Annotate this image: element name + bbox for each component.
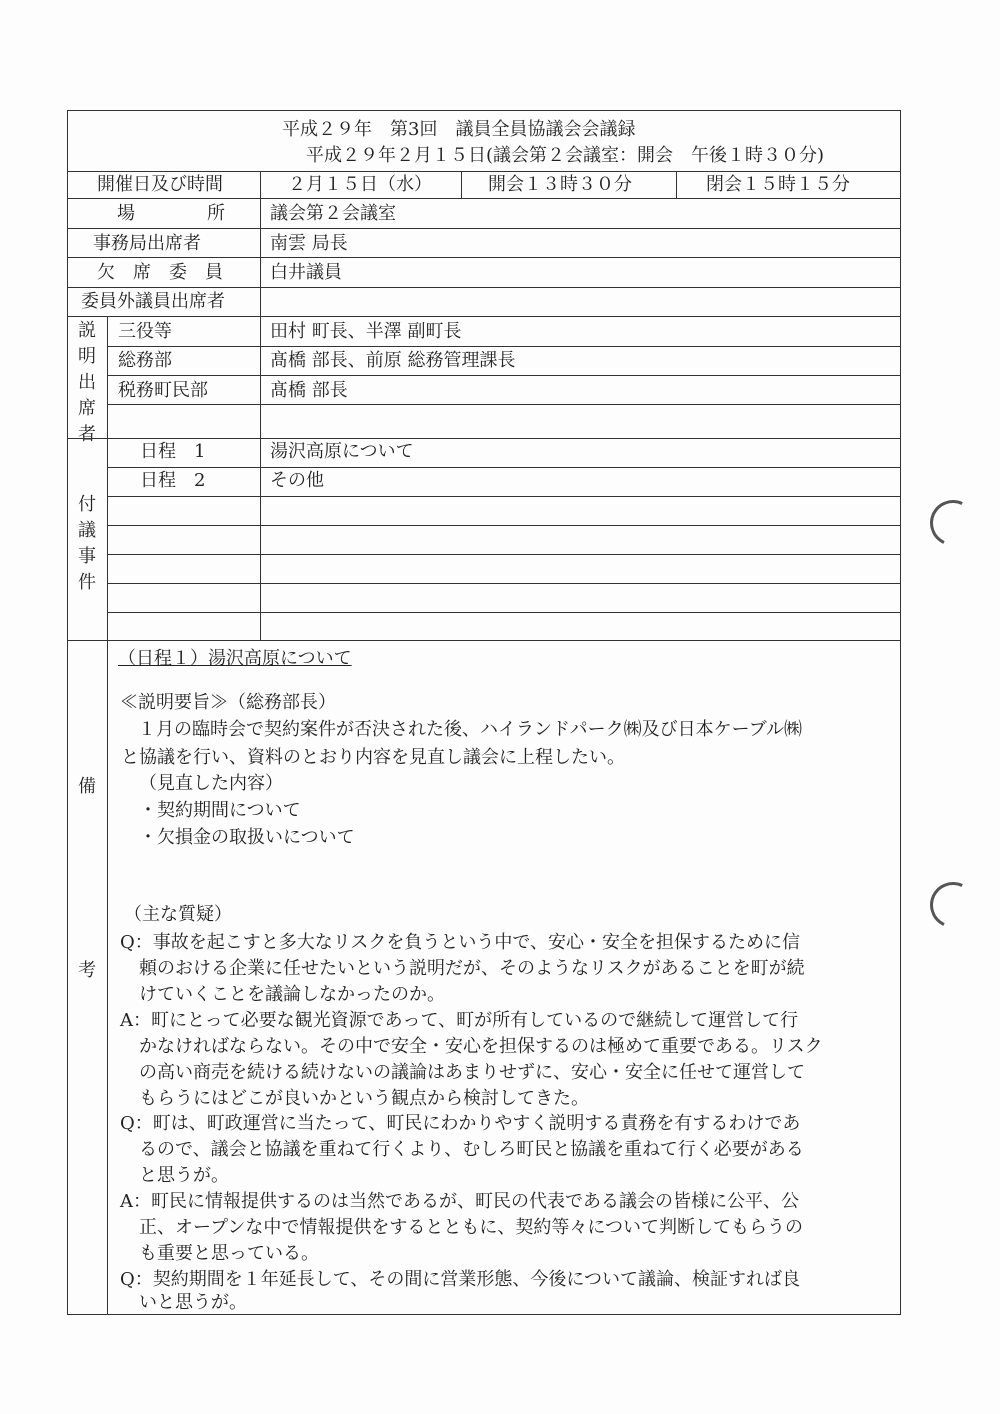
- qa-heading: （主な質疑）: [124, 904, 232, 925]
- explain-line: ・契約期間について: [139, 800, 301, 821]
- explain-heading: ≪説明要旨≫（総務部長）: [120, 692, 336, 713]
- qa-line: Q：町は、町政運営に当たって、町民にわかりやすく説明する責務を有するわけであ: [120, 1113, 801, 1134]
- explain-line: ・欠損金の取扱いについて: [139, 827, 355, 848]
- qa-line: Q：事故を起こすと多大なリスクを負うという中で、安心・安全を担保するために信: [120, 932, 801, 953]
- explain-dept-2: 総務部: [118, 350, 172, 371]
- explain-line: （見直した内容）: [139, 773, 283, 794]
- remarks-label-1: 備: [78, 776, 96, 797]
- qa-line: と思うが。: [139, 1165, 229, 1186]
- agenda-subject-1: 湯沢高原について: [270, 441, 414, 462]
- date-value: ２月１５日（水）: [288, 174, 432, 195]
- explain-names-2: 髙橋 部長、前原 総務管理課長: [270, 350, 516, 371]
- punch-hole-lower: [924, 876, 983, 935]
- office-value: 南雲 局長: [270, 233, 348, 254]
- qa-line: るので、議会と協議を重ねて行くより、むしろ町民と協議を重ねて行く必要がある: [139, 1139, 804, 1160]
- agenda-vertical-label: 付議事件: [78, 494, 96, 593]
- qa-line: の高い商売を続ける続けないの議論はあまりせずに、安心・安全に任せて運営して: [139, 1062, 805, 1083]
- qa-line: けていくことを議論しなかったのか。: [139, 984, 445, 1005]
- qa-line: かなければならない。その中で安全・安心を担保するのは極めて重要である。リスク: [139, 1036, 823, 1057]
- explain-names-3: 髙橋 部長: [270, 380, 348, 401]
- place-label: 場 所: [117, 203, 225, 224]
- qa-line: A：町にとって必要な観光資源であって、町が所有しているので継続して運営して行: [120, 1010, 799, 1031]
- explain-line: １月の臨時会で契約案件が否決された後、ハイランドパーク㈱及び日本ケーブル㈱: [138, 719, 803, 740]
- qa-line: 正、オープンな中で情報提供をするとともに、契約等々について判断してもらうの: [139, 1217, 804, 1238]
- office-label: 事務局出席者: [93, 233, 201, 254]
- explain-vertical-label: 説明出席者: [78, 320, 96, 445]
- outside-label: 委員外議員出席者: [81, 291, 225, 312]
- place-value: 議会第２会議室: [270, 203, 396, 224]
- punch-hole-upper: [924, 494, 983, 553]
- qa-line: いと思うが。: [139, 1292, 247, 1313]
- explain-dept-3: 税務町民部: [118, 380, 208, 401]
- qa-line: A：町民に情報提供するのは当然であるが、町民の代表である議会の皆様に公平、公: [120, 1191, 799, 1212]
- qa-line: も重要と思っている。: [139, 1243, 319, 1264]
- explain-line: と協議を行い、資料のとおり内容を見直し議会に上程したい。: [121, 747, 625, 768]
- agenda-item-2: 日程 2: [140, 470, 206, 491]
- agenda-subject-2: その他: [270, 470, 324, 491]
- date-label: 開催日及び時間: [97, 174, 223, 195]
- remarks-heading: （日程１）湯沢高原について: [118, 648, 352, 669]
- qa-line: Q：契約期間を１年延長して、その間に営業形態、今後について議論、検証すれば良: [120, 1269, 801, 1290]
- remarks-label-2: 考: [78, 960, 96, 981]
- absent-label: 欠 席 委 員: [97, 262, 223, 283]
- close-time: 閉会１５時１５分: [706, 174, 850, 195]
- agenda-item-1: 日程 1: [140, 441, 206, 462]
- absent-value: 白井議員: [270, 262, 342, 283]
- page-subtitle: 平成２９年２月１５日(議会第２会議室：開会 午後１時３０分): [306, 145, 825, 166]
- page-title: 平成２９年 第3回 議員全員協議会会議録: [282, 119, 636, 140]
- explain-dept-1: 三役等: [118, 321, 172, 342]
- qa-line: もらうにはどこが良いかという観点から検討してきた。: [139, 1088, 589, 1109]
- open-time: 開会１３時３０分: [488, 174, 632, 195]
- qa-line: 頼のおける企業に任せたいという説明だが、そのようなリスクがあることを町が続: [139, 958, 805, 979]
- explain-names-1: 田村 町長、半澤 副町長: [270, 321, 462, 342]
